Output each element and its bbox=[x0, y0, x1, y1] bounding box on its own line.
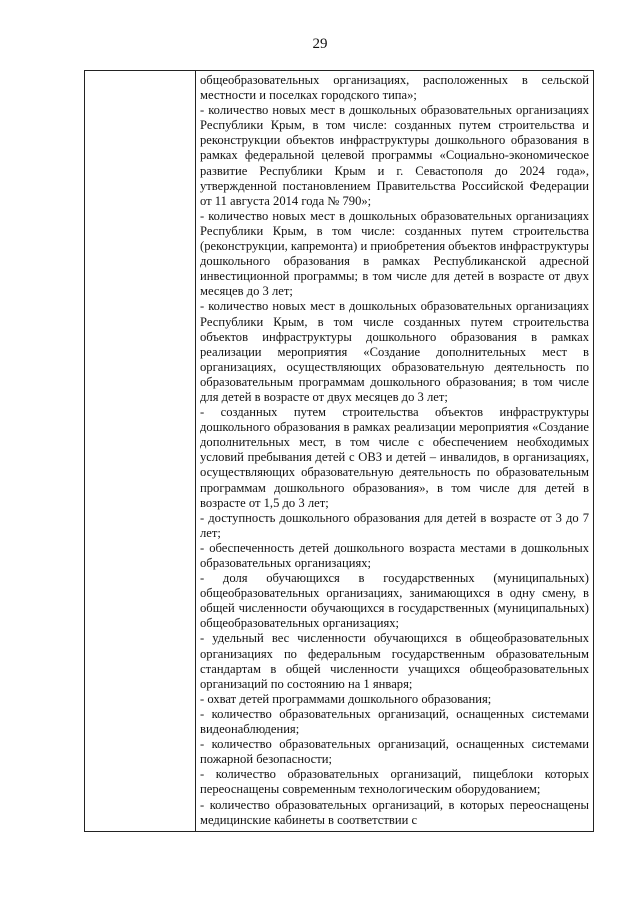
paragraph: - количество новых мест в дошкольных образовательных организациях Республики Крым, в том числе созданных путем строительства объектов инфраструктуры дошкольного образования в рамках реализации мероприятия «Создание дополнительных мест в организациях, осуществляющих образовательную деятельность по образовательным программам дошкольного образования; в том числе для детей в возрасте от двух месяцев до 3 лет; bbox=[200, 299, 589, 404]
paragraph: - количество образовательных организаций, оснащенных системами видеонаблюдения; bbox=[200, 706, 589, 737]
paragraph: - охват детей программами дошкольного образования; bbox=[200, 691, 492, 706]
document-table bbox=[84, 70, 594, 832]
paragraph: - удельный вес численности обучающихся в общеобразовательных организациях по федеральным государственным образовательным стандартам в общей численности учащихся общеобразовательных организаций по состоянию на 1 января; bbox=[200, 631, 589, 691]
paragraph: - доля обучающихся в государственных (муниципальных) общеобразовательных организациях, занимающихся в одну смену, в общей численности обучающихся в государственных (муниципальных) общеобразовательных организациях; bbox=[200, 571, 589, 631]
paragraph: общеобразовательных организациях, расположенных в сельской местности и поселках городского типа»; bbox=[200, 73, 589, 103]
paragraph: - количество образовательных организаций, пищеблоки которых переоснащены современным технологическим оборудованием; bbox=[200, 767, 589, 797]
paragraph: - количество образовательных организаций, в которых переоснащены медицинские кабинеты в соответствии с bbox=[200, 797, 589, 827]
paragraph: - обеспеченность детей дошкольного возраста местами в дошкольных образовательных организациях; bbox=[200, 540, 589, 570]
paragraph: - количество образовательных организаций, оснащенных системами пожарной безопасности; bbox=[200, 737, 589, 767]
table-right-cell bbox=[196, 71, 593, 831]
paragraph: - доступность дошкольного образования для детей в возрасте от 3 до 7 лет; bbox=[200, 510, 589, 540]
page-number: 29 bbox=[312, 36, 328, 52]
paragraph: - количество новых мест в дошкольных образовательных организациях Республики Крым, в том числе: созданных путем строительства (реконструкции, капремонта) и приобретения объектов инфраструктуры дошкольного образования в рамках Республиканской адресной инвестиционной программы; в том числе для детей в возрасте от двух месяцев до 3 лет; bbox=[200, 208, 589, 299]
paragraph: - созданных путем строительства объектов инфраструктуры дошкольного образования в рамках реализации мероприятия «Создание дополнительных мест, в том числе с обеспечением необходимых условий пребывания детей с ОВЗ и детей – инвалидов, в организациях, осуществляющих образовательную деятельность по образовательным программам дошкольного образования», в том числе для детей в возрасте от 1,5 до 3 лет; bbox=[200, 405, 589, 510]
paragraph: - количество новых мест в дошкольных образовательных организациях Республики Крым, в том числе: созданных путем строительства и реконструкции объектов инфраструктуры дошкольного образования в рамках федеральной целевой программы «Социально-экономическое развитие Республики Крым и г. Севастополя до 2024 года», утвержденной постановлением Правительства Российской Федерации от 11 августа 2014 года № 790»; bbox=[200, 103, 589, 208]
table-left-cell bbox=[85, 71, 196, 831]
